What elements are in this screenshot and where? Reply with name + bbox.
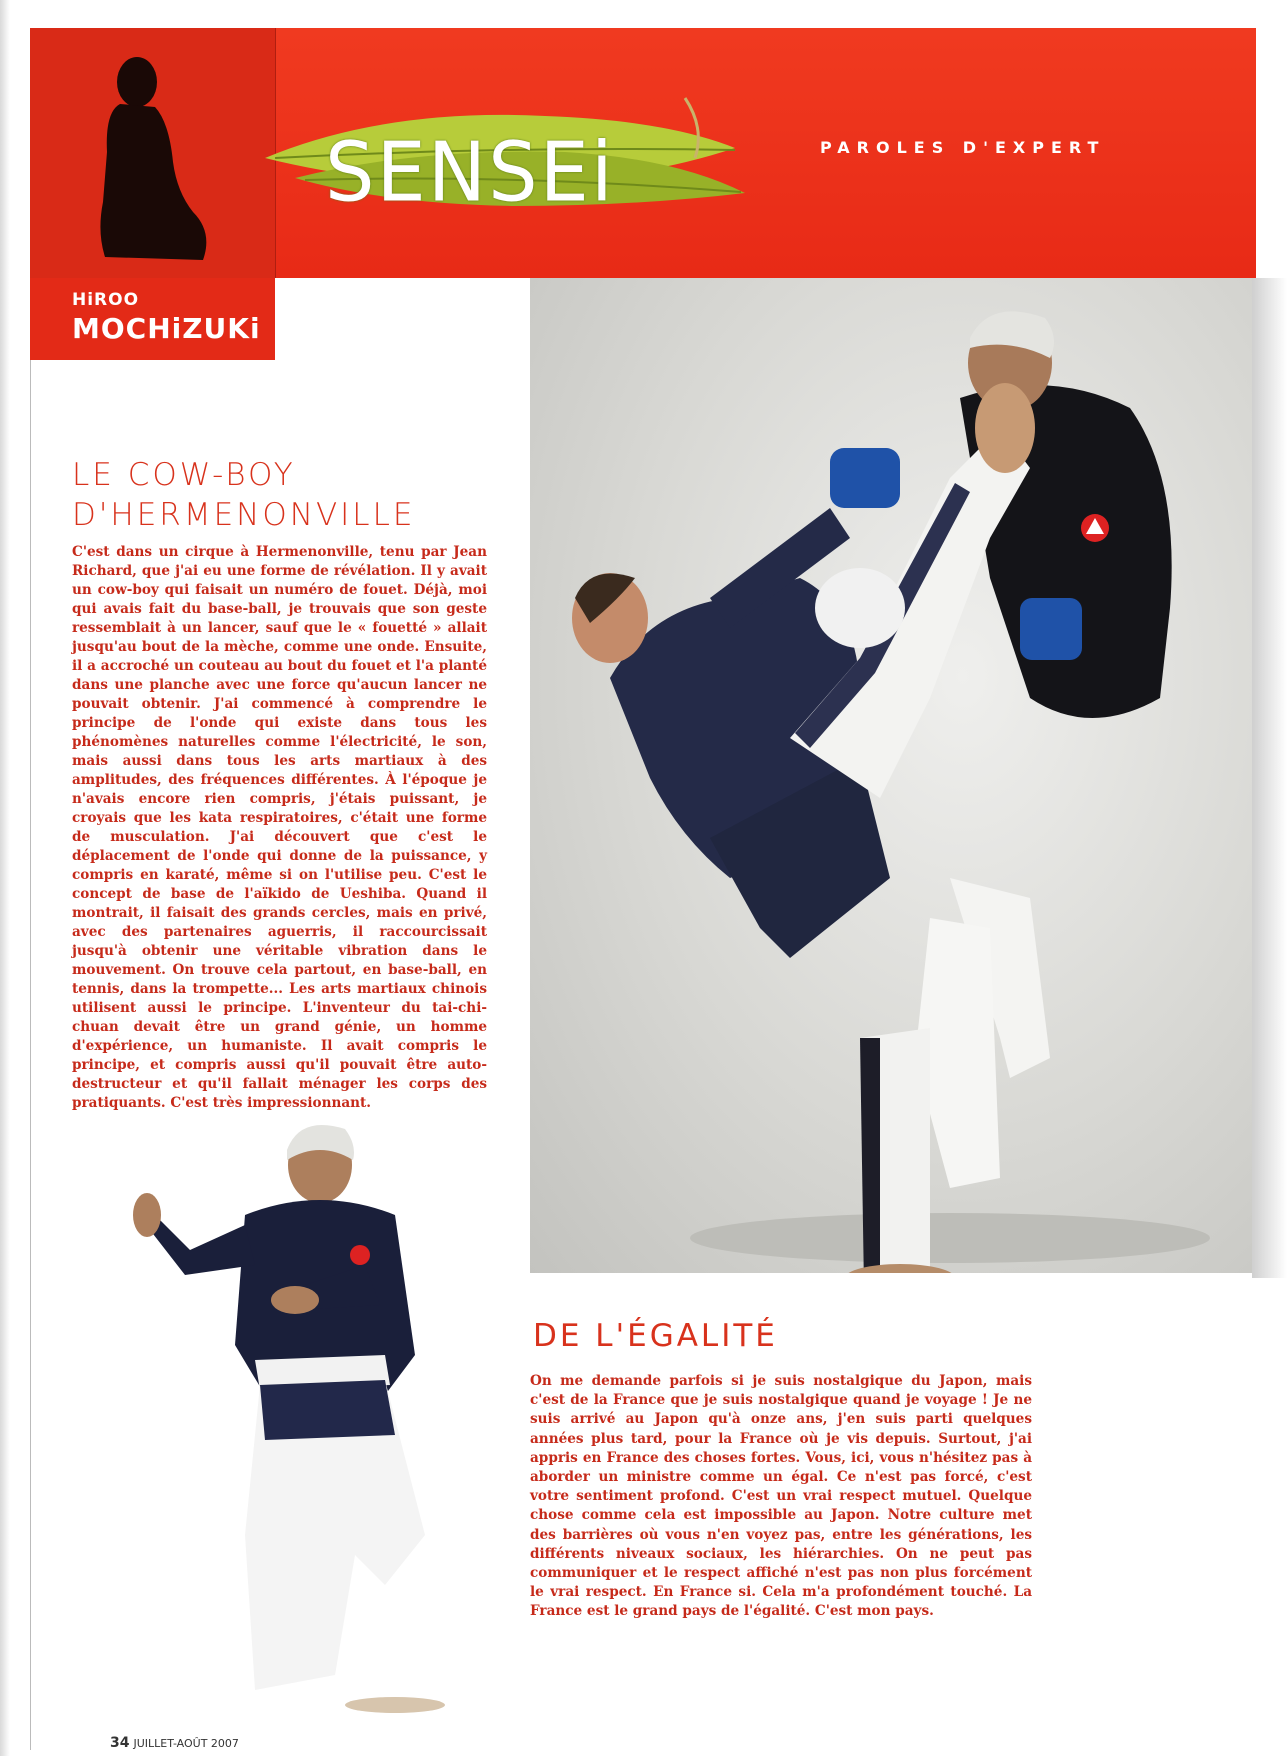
expert-first-name: HiROO bbox=[72, 290, 140, 310]
page-number: 34 bbox=[110, 1735, 130, 1751]
column-rule bbox=[30, 360, 31, 1750]
master-stance-photo bbox=[95, 1115, 495, 1715]
expert-last-name: MOCHiZUKi bbox=[72, 312, 261, 345]
gutter-shadow bbox=[1252, 278, 1287, 1278]
magazine-section-title: SENSEi bbox=[325, 125, 615, 221]
heading-line-2: D'HERMENONVILLE bbox=[72, 497, 416, 533]
page-folio bbox=[110, 1735, 239, 1751]
logo-box bbox=[30, 28, 276, 278]
article-body-equality: On me demande parfois si je suis nostalgique du Japon, mais c'est de la France que je suis nostalgique quand je voyage ! Je ne suis arrivé au Japon qu'à onze ans, j'en suis parti quelques années plus tard, pour la France où je vis depuis. Surtout, j'ai appris en France des choses fortes. Vous, ici, vous n'hésitez pas à aborder un ministre comme un égal. Ce n'est pas forcé, c'est votre sentiment profond. C'est un vrai respect mutuel. Quelque chose comme cela est impossible au Japon. Notre culture met des barrières où vous n'en voyez pas, entre les générations, les différents niveaux sociaux, les hiérarchies. On ne peut pas communiquer et le respect affiché n'est pas non plus forcément le vrai respect. En France si. Cela m'a profondément touché. La France est le grand pays de l'égalité. C'est mon pays. bbox=[530, 1373, 1032, 1620]
martial-arts-action-illustration bbox=[530, 278, 1252, 1273]
kneeling-master-silhouette bbox=[85, 52, 215, 267]
expert-name-box bbox=[30, 278, 275, 360]
heading-line-1: LE COW-BOY bbox=[72, 457, 296, 493]
section-tagline: PAROLES D'EXPERT bbox=[820, 138, 1106, 157]
main-photo-kick bbox=[530, 278, 1252, 1273]
header-band bbox=[30, 28, 1256, 278]
page-edge bbox=[0, 0, 10, 1756]
section-heading-cowboy bbox=[72, 455, 415, 535]
section-heading-equality: DE L'ÉGALITÉ bbox=[533, 1318, 778, 1354]
article-body-cowboy: C'est dans un cirque à Hermenonville, tenu par Jean Richard, que j'ai eu une forme de révélation. Il y avait un cow-boy qui faisait un numéro de fouet. Déjà, moi qui avais fait du base-ball, je trouvais que son geste ressemblait à un lancer, sauf que le « fouetté » allait jusqu'au bout de la mèche, comme une onde. Ensuite, il a accroché un couteau au bout du fouet et l'a planté dans une planche avec une force qu'aucun lancer ne pouvait obtenir. J'ai commencé à comprendre le principe de l'onde qui existe dans tous les phénomènes naturelles comme l'électricité, le son, mais aussi dans tous les arts martiaux à des amplitudes, des fréquences différentes. À l'époque je n'avais encore rien compris, j'étais puissant, je croyais que les kata respiratoires, c'était une forme de musculation. J'ai découvert que c'est le déplacement de l'onde qui donne de la puissance, y compris en karaté, même si on l'utilise peu. C'est le concept de base de l'aïkido de Ueshiba. Quand il montrait, il faisait des grands cercles, mais en privé, avec des partenaires aguerris, il raccourcissait jusqu'à obtenir une véritable vibration dans le mouvement. On trouve cela partout, en base-ball, en tennis, dans la trompette... Les arts martiaux chinois utilisent aussi le principe. L'inventeur du tai-chi-chuan devait être un grand génie, un homme d'expérience, un humaniste. Il avait compris le principe, et compris aussi qu'il pouvait être auto-destructeur et qu'il fallait ménager les corps des pratiquants. C'est très impressionnant. bbox=[72, 544, 487, 1111]
issue-date: JUILLET-AOÛT 2007 bbox=[133, 1737, 239, 1750]
